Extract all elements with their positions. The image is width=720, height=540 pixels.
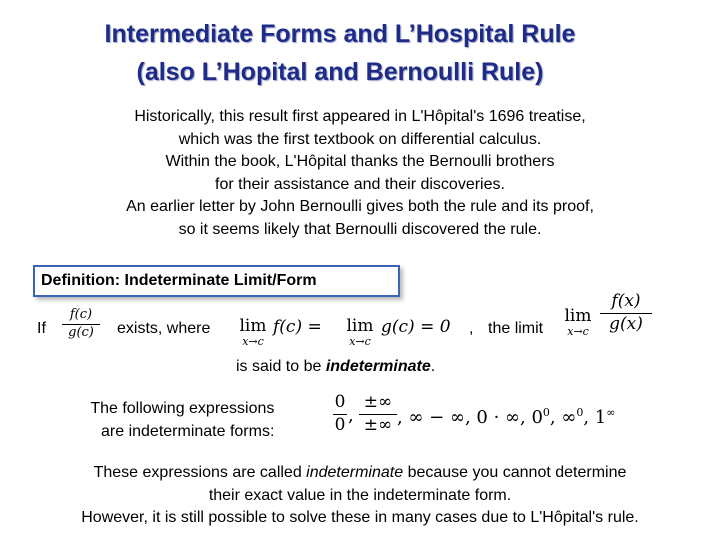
exponent-zero: 0	[542, 406, 550, 419]
lim-word: lim	[564, 306, 592, 326]
exponent-infinity: ∞	[606, 406, 616, 419]
closing-line-1	[0, 462, 720, 485]
forms-rest: , ∞ − ∞, 0 · ∞, 0	[397, 407, 543, 428]
fraction-numerator: f(x)	[611, 291, 641, 311]
title-line-1: Intermediate Forms and L’Hospital Rule	[104, 20, 576, 48]
forms-label-line-2: are indeterminate forms:	[101, 422, 275, 440]
history-line: for their assistance and their discoveries.	[215, 175, 505, 193]
lim-word: lim	[346, 316, 374, 336]
closing-line-1-a: These expressions are called	[93, 464, 307, 481]
title-line-2: (also L’Hopital and Bernoulli Rule)	[136, 58, 544, 86]
closing-line-3: However, it is still possible to solve these in many cases due to L'Hôpital's rule.	[81, 509, 639, 526]
limit-operator	[236, 318, 270, 348]
fraction-fx-gx	[600, 292, 652, 334]
history-line: Historically, this result first appeared in L'Hôpital's 1696 treatise,	[134, 108, 586, 125]
forms-label	[87, 398, 274, 443]
lim-subscript: x→c	[349, 335, 371, 348]
closing-line-2: their exact value in the indeterminate form.	[208, 486, 512, 504]
if-text: If	[37, 320, 46, 337]
forms-comma-inf: , ∞	[549, 407, 577, 428]
definition-heading: Definition: Indeterminate Limit/Form	[41, 272, 317, 289]
lim-word: lim	[239, 316, 267, 336]
fraction-numerator: 0	[334, 392, 346, 412]
exists-where-text: exists, where	[117, 320, 211, 337]
other-forms	[397, 406, 615, 428]
f-of-c-equals: f(c) =	[273, 317, 322, 337]
exponent-zero: 0	[576, 406, 584, 419]
fraction-numerator: ±∞	[363, 392, 393, 412]
indeterminate-forms-formula	[333, 391, 633, 439]
history-line: so it seems likely that Bernoulli discovered the rule.	[178, 220, 542, 238]
fraction-numerator: f(c)	[69, 307, 93, 322]
definition-heading-box	[33, 265, 400, 297]
history-line: which was the first textbook on differential calculus.	[178, 130, 542, 148]
fraction-fc-gc	[62, 308, 100, 341]
lim-subscript: x→c	[242, 335, 264, 348]
closing-indeterminate: indeterminate	[306, 464, 404, 481]
closing-paragraph	[0, 462, 720, 530]
forms-comma-one: , 1	[583, 407, 607, 428]
comma: ,	[469, 320, 474, 337]
is-said-text: is said to be	[236, 358, 326, 375]
fraction-denominator: ±∞	[363, 414, 393, 435]
history-line: An earlier letter by John Bernoulli gives both the rule and its proof,	[126, 198, 594, 215]
fraction-denominator: g(x)	[609, 313, 643, 334]
indeterminate-sentence	[236, 358, 435, 376]
closing-line-1-b: because you cannot determine	[403, 464, 627, 481]
zero-over-zero	[333, 393, 347, 435]
limit-operator	[561, 308, 595, 338]
comma: ,	[348, 405, 354, 426]
the-limit-text: the limit	[488, 320, 544, 337]
history-line: Within the book, L'Hôpital thanks the Bernoulli brothers	[165, 153, 555, 170]
limit-operator	[343, 318, 377, 348]
period: .	[430, 358, 436, 375]
g-of-c-equals-zero: g(c) = 0	[381, 317, 451, 337]
fraction-denominator: g(c)	[68, 324, 94, 340]
indeterminate-term: indeterminate	[325, 358, 431, 375]
history-paragraph	[0, 106, 720, 241]
inf-over-inf	[359, 393, 397, 435]
lim-subscript: x→c	[567, 325, 589, 338]
forms-label-line-1: The following expressions	[90, 400, 275, 417]
fraction-denominator: 0	[334, 414, 346, 435]
